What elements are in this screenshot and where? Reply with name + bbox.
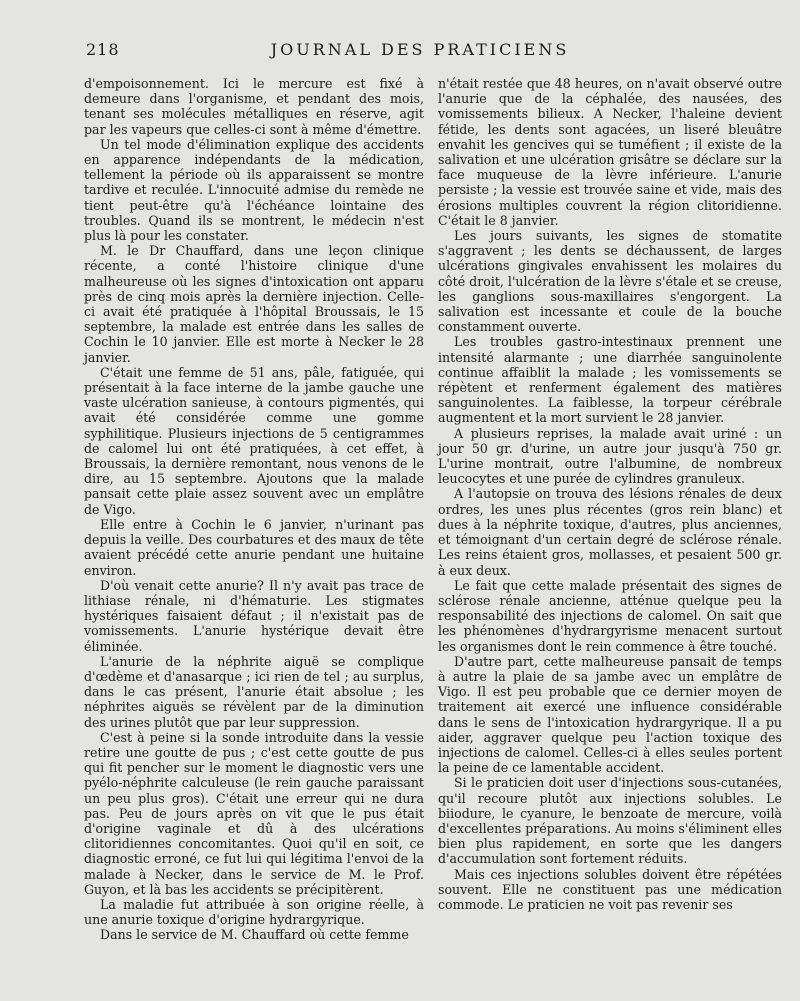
paragraph: Elle entre à Cochin le 6 janvier, n'urinant pas depuis la veille. Des courbatures et des maux de tête avaient précédé cette anurie pendant une huitaine environ. bbox=[84, 516, 424, 578]
paragraph: C'est à peine si la sonde introduite dans la vessie retire une goutte de pus ; c'est cette goutte de pus qui fit pencher sur le moment le diagnostic vers une pyélo-néphrite calculeuse (le rein gauche paraissant un peu plus gros). C'était une erreur qui ne dura pas. Peu de jours après on vit que le pus était d'origine vaginale et dû à des ulcérations clitoridiennes concomitantes. Quoi qu'il en soit, ce diagnostic erroné, ce fut lui qui légitima l'envoi de la malade à Necker, dans le service de M. le Prof. Guyon, et là bas les accidents se précipitèrent. bbox=[84, 729, 424, 897]
paragraph: D'où venait cette anurie? Il n'y avait pas trace de lithiase rénale, ni d'hématurie. Les stigmates hystériques faisaient défaut ; il n'existait pas de vomissements. L'anurie hystérique devait être éliminée. bbox=[84, 577, 424, 654]
paragraph: Dans le service de M. Chauffard où cette femme bbox=[100, 927, 409, 943]
paragraph: C'était une femme de 51 ans, pâle, fatiguée, qui présentait à la face interne de la jambe gauche une vaste ulcération sanieuse, à contours pigmentés, qui avait été considérée comme une gomme syphilitique. Plusieurs injections de 5 centigrammes de calomel lui ont été pratiquées, à cet effet, à Broussais, la dernière remontant, nous venons de le dire, au 15 septembre. Ajoutons que la malade pansait cette plaie assez souvent avec un emplâtre de Vigo. bbox=[84, 364, 424, 517]
paragraph: La maladie fut attribuée à son origine réelle, à une anurie toxique d'origine hydrargyrique. bbox=[84, 896, 424, 928]
paragraph: M. le Dr Chauffard, dans une leçon clinique récente, a conté l'histoire clinique d'une malheureuse où les signes d'intoxication ont apparu près de cinq mois après la dernière injection. Celle-ci avait été pratiquée à l'hôpital Broussais, le 15 septembre, la malade est entrée dans les salles de Cochin le 10 janvier. Elle est morte à Necker le 28 janvier. bbox=[84, 243, 424, 365]
paragraph: A plusieurs reprises, la malade avait uriné : un jour 50 gr. d'urine, un autre jour jusqu'à 750 gr. L'urine montrait, outre l'albumine, de nombreux leucocytes et une purée de cylindres granuleux. bbox=[438, 425, 782, 487]
paragraph: Les jours suivants, les signes de stomatite s'aggravent ; les dents se déchaussent, de larges ulcérations gingivales envahissent les molaires du côté droit, l'ulcération de la lèvre s'étale et se creuse, les ganglions sous-maxillaires s'engorgent. La salivation est incessante et coule de la bouche constamment ouverte. bbox=[438, 228, 782, 335]
page-number: 218 bbox=[86, 40, 120, 59]
paragraph: d'empoisonnement. Ici le mercure est fixé à demeure dans l'organisme, et pendant des mois, tenant ses molécules métalliques en réserve, agit par les vapeurs que celles-ci sont à même d'émettre. bbox=[84, 76, 424, 137]
paragraph: L'anurie de la néphrite aiguë se complique d'œdème et d'anasarque ; ici rien de tel ; au surplus, dans le cas présent, l'anurie était absolue ; les néphrites aiguës se révèlent par de la diminution des urines plutôt que par leur suppression. bbox=[84, 653, 424, 730]
left-text-column bbox=[84, 76, 424, 943]
paragraph: Le fait que cette malade présentait des signes de sclérose rénale ancienne, atténue quelque peu la responsabilité des injections de calomel. On sait que les phénomènes d'hydrargyrisme menacent surtout les organismes dont le rein commence à être touché. bbox=[438, 577, 782, 654]
right-text-column bbox=[438, 76, 782, 912]
paragraph: n'était restée que 48 heures, on n'avait observé outre l'anurie que de la céphalée, des nausées, des vomissements bilieux. A Necker, l'haleine devient fétide, les dents sont agacées, un liseré bleuâtre envahit les gencives qui se tuméfient ; il existe de la salivation et une ulcération grisâtre se déclare sur la face muqueuse de la lèvre inférieure. L'anurie persiste ; la vessie est trouvée saine et vide, mais des érosions multiples couvrent la région clitoridienne. C'était le 8 janvier. bbox=[438, 76, 782, 228]
paragraph: Si le praticien doit user d'injections sous-cutanées, qu'il recoure plutôt aux injections solubles. Le biiodure, le cyanure, le benzoate de mercure, voilà d'excellentes préparations. Au moins s'éliminent elles bien plus rapidement, en sorte que les dangers d'accumulation sont fortement réduits. bbox=[438, 775, 782, 867]
paragraph: Mais ces injections solubles doivent être répétées souvent. Elle ne constituent pas une médication commode. Le praticien ne voit pas revenir ses bbox=[438, 866, 782, 912]
running-header-title: JOURNAL DES PRATICIENS bbox=[270, 40, 570, 59]
paragraph: Un tel mode d'élimination explique des accidents en apparence indépendants de la médication, tellement la période où ils apparaissent se montre tardive et reculée. L'innocuité admise du remède ne tient peut-être qu'à l'échéance lointaine des troubles. Quand ils se montrent, le médecin n'est plus là pour les constater. bbox=[84, 136, 424, 244]
paragraph: A l'autopsie on trouva des lésions rénales de deux ordres, les unes plus récentes (gros rein blanc) et dues à la néphrite toxique, d'autres, plus anciennes, et témoignant d'un certain degré de sclérose rénale. Les reins étaient gros, mollasses, et pesaient 500 gr. à eux deux. bbox=[438, 486, 782, 578]
paragraph: Les troubles gastro-intestinaux prennent une intensité alarmante ; une diarrhée sanguinolente continue affaiblit la malade ; les vomissements se répètent et renferment également des matières sanguinolentes. La faiblesse, la torpeur cérébrale augmentent et la mort survient le 28 janvier. bbox=[438, 334, 782, 426]
paragraph: D'autre part, cette malheureuse pansait de temps à autre la plaie de sa jambe avec un emplâtre de Vigo. Il est peu probable que ce dernier moyen de traitement ait exercé une influence considérable dans le sens de l'intoxication hydrargyrique. Il a pu aider, aggraver quelque peu l'action toxique des injections de calomel. Celles-ci à elles seules portent la peine de ce lamentable accident. bbox=[438, 653, 782, 776]
